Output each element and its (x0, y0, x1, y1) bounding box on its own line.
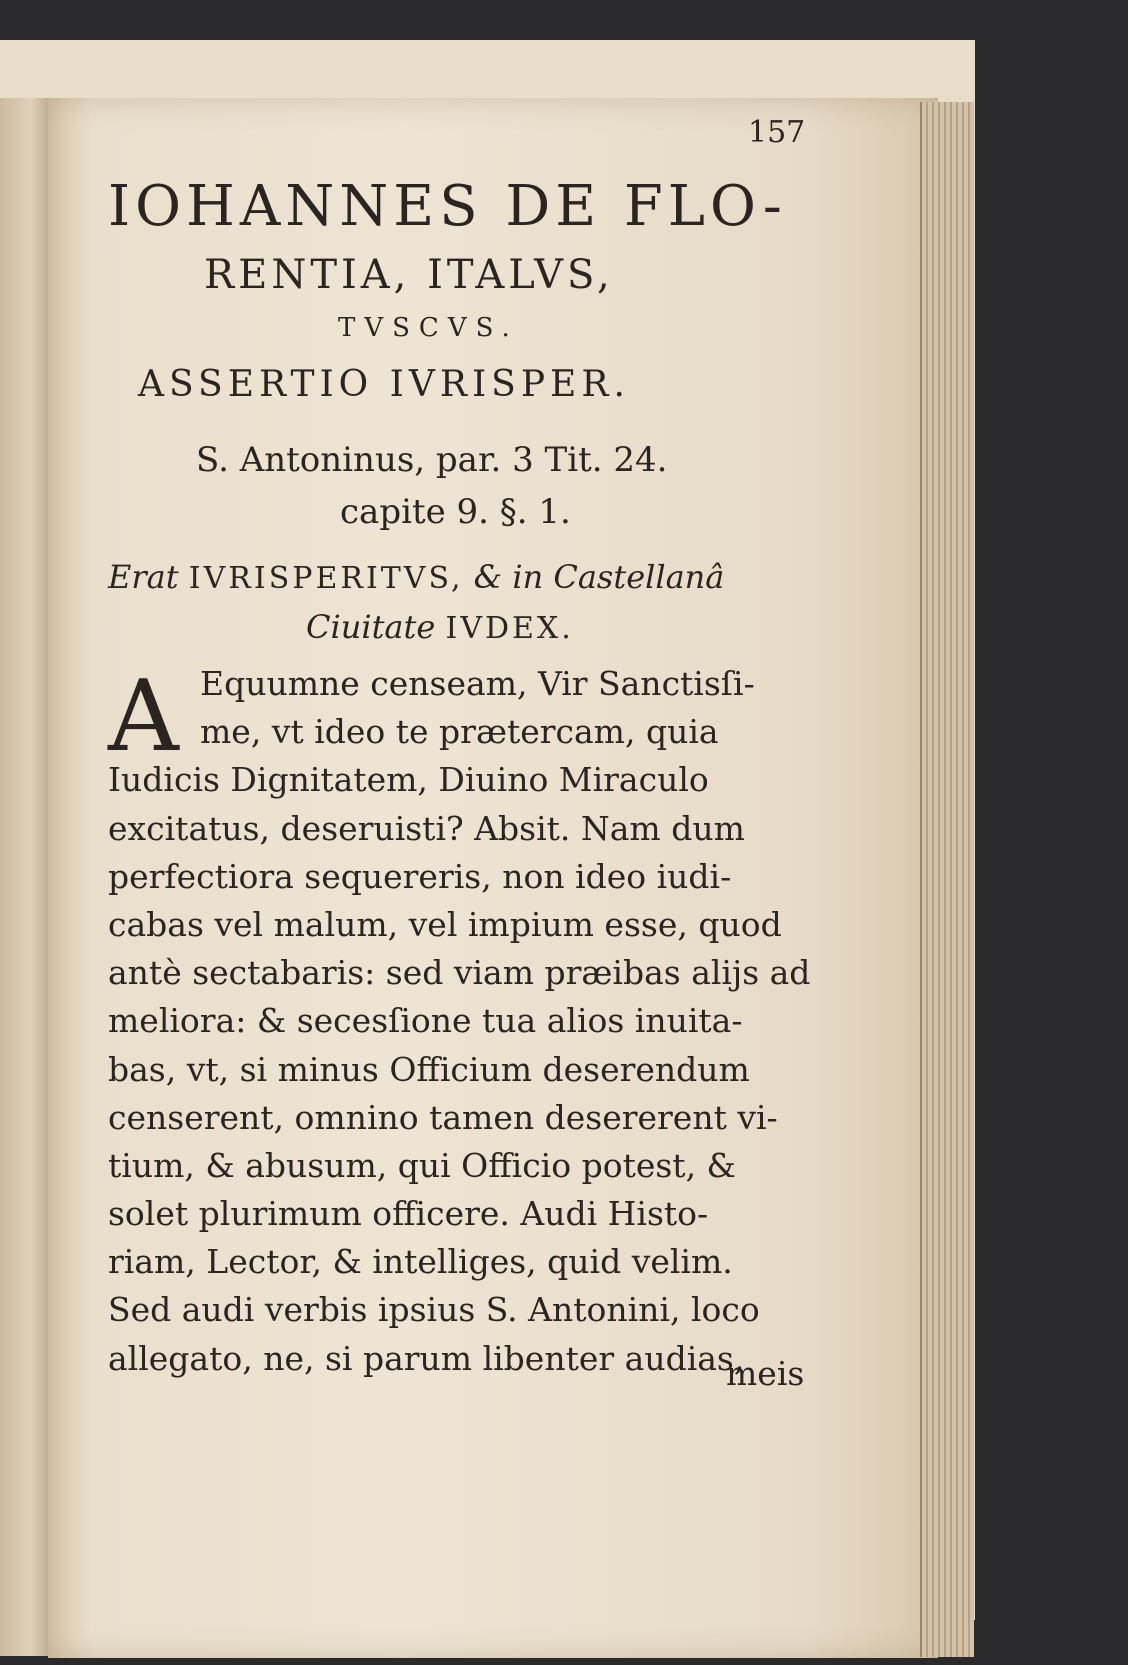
body-line: Equumne censeam, Vir Sanctisſi- (200, 664, 755, 703)
catchword: meis (726, 1354, 805, 1393)
page-edges (920, 102, 974, 1657)
body-line: bas, vt, si minus Officium deserendum (108, 1049, 750, 1089)
body-line: Iudicis Dignitatem, Diuino Miraculo (108, 760, 709, 800)
intro-italic-a: Erat (108, 558, 179, 596)
intro-line-1 (108, 558, 724, 596)
page-number: 157 (748, 115, 806, 150)
body-line: perfectiora sequereris, non ideo iudi- (108, 856, 732, 896)
body-line: cabas vel malum, vel impium esse, quod (108, 904, 782, 944)
body-line: antè sectabaris: sed viam præibas alijs ad (108, 953, 811, 993)
intro-line-2 (306, 608, 574, 646)
drop-cap: A (108, 660, 179, 774)
reference-line-1: S. Antoninus, par. 3 Tit. 24. (196, 440, 668, 480)
heading-line-2: RENTIA, ITALVS, (204, 252, 614, 298)
body-line: censerent, omnino tamen desererent vi- (108, 1097, 778, 1137)
heading-line-3: TVSCVS. (338, 313, 519, 343)
body-line: meliora: & secesſione tua alios inuita- (108, 1001, 743, 1041)
body-line: Sed audi verbis ipsius S. Antonini, loco (108, 1290, 760, 1330)
body-line: me, vt ideo te prætercam, quia (200, 712, 719, 752)
body-line: tium, & abusum, qui Officio potest, & (108, 1145, 736, 1185)
body-line: allegato, ne, si parum libenter audias, (108, 1338, 745, 1378)
body-line: solet plurimum officere. Audi Histo- (108, 1194, 709, 1234)
heading-line-1: IOHANNES DE FLO- (108, 174, 787, 239)
body-line: excitatus, deseruisti? Absit. Nam dum (108, 808, 745, 848)
intro-caps-b: IVDEX. (445, 611, 574, 646)
left-page-edge (0, 98, 54, 1656)
intro-caps-a: IVRISPERITVS, (188, 561, 464, 596)
assertio-heading: ASSERTIO IVRISPER. (138, 364, 630, 405)
intro-italic-c: Ciuitate (306, 608, 436, 646)
body-line: riam, Lector, & intelliges, quid velim. (108, 1242, 733, 1282)
intro-italic-b: & in Castellanâ (473, 558, 725, 596)
body-paragraph (108, 660, 820, 1383)
reference-line-2: capite 9. §. 1. (340, 492, 571, 532)
